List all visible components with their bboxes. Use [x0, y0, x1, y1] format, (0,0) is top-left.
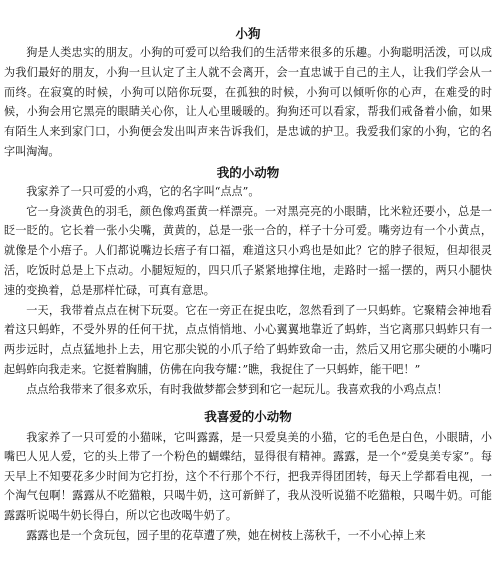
section-puppy — [4, 0, 492, 162]
paragraph: 露露也是一个贪玩包，园子里的花草遭了殃，她在树枝上荡秋千，一不小心掉上来 — [26, 528, 426, 542]
paragraph: 点点给我带来了很多欢乐，有时我做梦都会梦到和它一起玩儿。我喜欢我的小鸡点点！ — [26, 382, 448, 396]
section-favorite-animal — [4, 407, 492, 546]
section-title: 我的小动物 — [216, 164, 280, 180]
paragraph: 它一身淡黄色的羽毛，颜色像鸡蛋黄一样漂亮。一对黑亮亮的小眼睛，比米粒还要小，总是一眨一眨的。它长着一张小尖嘴，黄黄的，总是一张一合的，样子十分可爱。嘴旁边有一个小黄点，就像是个小痦子。人们都说嘴边长痦子有口福，难道这只小鸡也是如此？它的脖子很短，但却很灵活，吃饭时总是上下点动。小腿短短的，四只爪子紧紧地撑住地，走路时一摇一摆的，两只小腿快速的变换着，总是那样忙碌，可真有意思。 — [4, 204, 492, 297]
section-title: 小狗 — [235, 26, 261, 41]
section-title: 我喜爱的小动物 — [204, 408, 292, 424]
paragraph: 一天，我带着点点在树下玩耍。它在一旁正在捉虫吃，忽然看到了一只蚂蚱。它聚精会神地看着这只蚂蚱，不受外界的任何干扰，点点悄悄地、小心翼翼地靠近了蚂蚱，当它离那只蚂蚱只有一两步远时，点点猛地扑上去，用它那尖锐的小爪子给了蚂蚱致命一击，然后又用它那尖硬的小嘴叼起蚂蚱向我走来。它挺着胸脯，仿佛在向我夸耀：”瞧，我捉住了一只蚂蚱，能干吧！” — [4, 303, 492, 376]
paragraph: 我家养了一只可爱的小猫咪，它叫露露，是一只爱臭美的小猫，它的毛色是白色，小眼睛，小嘴巴人见人爱，它的头上带了一个粉色的蝴蝶结，显得很有精神。露露，是一个“爱臭美专家”。每天早上不知要花多少时间为它打扮，这个不行那个不行，把我弄得团团转，每天上学都看电视，一个淘气包啊！露露从不吃猫粮，只喝牛奶，这可新鲜了，我从没听说猫不吃猫粮，只喝牛奶。可能露露听说喝牛奶长得白，所以它也改喝牛奶了。 — [4, 430, 492, 522]
paragraph: 我家养了一只可爱的小鸡，它的名字叫“点点”。 — [26, 184, 260, 198]
paragraph: 狗是人类忠实的朋友。小狗的可爱可以给我们的生活带来很多的乐趣。小狗聪明活泼，可以成为我们最好的朋友，小狗一旦认定了主人就不会离开，会一直忠诚于自己的主人，让我们学会从一而终。在寂寞的时候，小狗可以陪你玩耍，在孤独的时候，小狗可以倾听你的心声，在难受的时候，小狗会用它黑亮的眼睛关心你，让人心里暖暖的。狗狗还可以看家，帮我们戒备着小偷，如果有陌生人来到家门口，小狗便会发出叫声来告诉我们，是忠诚的护卫。我爱我们家的小狗，它的名字叫淘淘。 — [4, 46, 492, 158]
section-my-little-animal — [4, 163, 492, 400]
